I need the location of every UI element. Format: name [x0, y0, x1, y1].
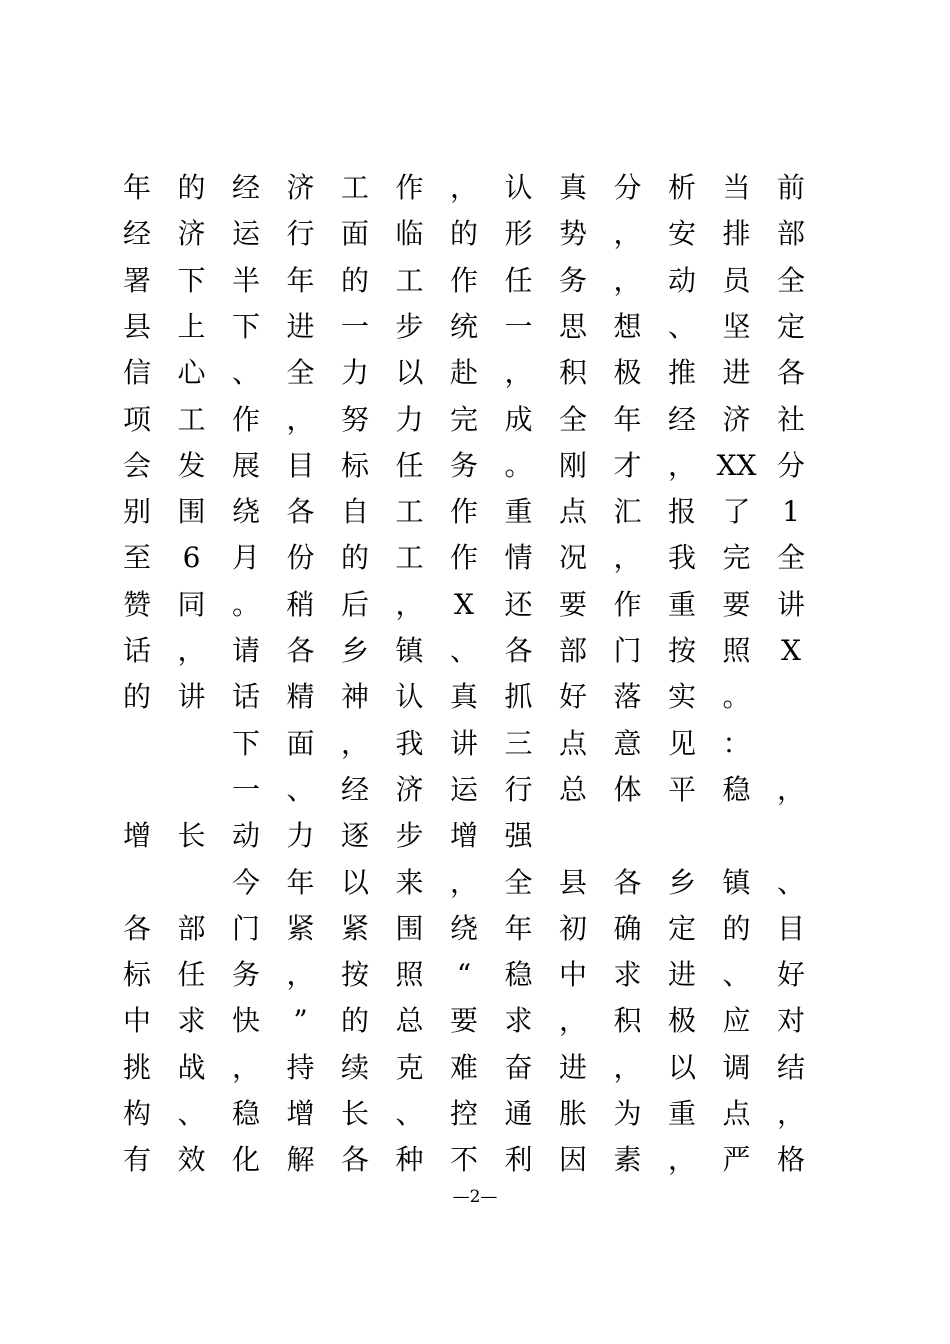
- text-char: 增: [122, 819, 151, 853]
- text-char: 强: [504, 819, 533, 853]
- text-char: 署: [122, 263, 151, 297]
- text-char: 一: [231, 772, 260, 806]
- text-char: 全: [776, 541, 805, 575]
- text-char: 按: [340, 958, 369, 992]
- text-char: 汇: [613, 495, 642, 529]
- text-char: 务: [558, 263, 587, 297]
- text-char: 讲: [449, 726, 478, 760]
- text-char: 意: [613, 726, 642, 760]
- text-char: 严: [722, 1143, 751, 1177]
- text-char: 我: [395, 726, 424, 760]
- text-char: XX: [716, 448, 757, 482]
- text-char: 、: [177, 1097, 206, 1130]
- text-char: 、: [286, 772, 315, 806]
- text-char: 县: [558, 865, 587, 899]
- text-line: [0, 587, 950, 633]
- text-char: 展: [231, 448, 260, 482]
- text-char: 确: [613, 911, 642, 945]
- text-char: 镇: [395, 634, 424, 667]
- text-char: 进: [286, 309, 315, 343]
- text-char: 难: [449, 1050, 478, 1084]
- text-char: ，: [613, 1050, 642, 1084]
- text-char: 奋: [504, 1050, 533, 1084]
- text-char: 下: [231, 309, 260, 343]
- text-line: [0, 818, 950, 864]
- text-char: 经: [667, 402, 696, 436]
- text-char: 各: [504, 634, 533, 667]
- text-char: 部: [776, 217, 805, 251]
- text-char: 围: [395, 911, 424, 945]
- text-char: 按: [667, 634, 696, 667]
- text-char: 经: [122, 217, 151, 251]
- text-char: ，: [504, 356, 533, 390]
- text-char: 以: [667, 1050, 696, 1084]
- text-char: 会: [122, 448, 151, 482]
- text-char: 见: [667, 726, 696, 760]
- text-char: 的: [122, 680, 151, 714]
- text-line: [0, 402, 950, 448]
- text-char: 讲: [776, 587, 805, 621]
- text-char: 至: [122, 541, 151, 575]
- text-char: 工: [340, 171, 369, 204]
- text-char: 胀: [558, 1097, 587, 1130]
- text-char: 年: [122, 171, 151, 204]
- text-line: [0, 633, 950, 679]
- text-char: 完: [722, 541, 751, 575]
- text-char: 目: [286, 448, 315, 482]
- text-char: 年: [286, 865, 315, 899]
- text-char: 平: [667, 772, 696, 806]
- text-char: 稳: [722, 772, 751, 806]
- text-char: 为: [613, 1097, 642, 1130]
- text-char: ，: [231, 1050, 260, 1084]
- text-char: 重: [667, 1097, 696, 1130]
- text-char: 济: [286, 171, 315, 204]
- text-char: 结: [776, 1050, 805, 1084]
- text-char: 临: [395, 217, 424, 251]
- text-char: 挑: [122, 1050, 151, 1084]
- text-char: 利: [504, 1143, 533, 1177]
- text-char: 初: [558, 911, 587, 945]
- text-char: 成: [504, 402, 533, 436]
- text-char: 的: [449, 217, 478, 251]
- text-char: 下: [231, 726, 260, 760]
- text-char: ，: [449, 865, 478, 899]
- text-line: [0, 170, 950, 216]
- text-char: 况: [558, 541, 587, 575]
- text-char: 工: [395, 263, 424, 297]
- text-line: [0, 865, 950, 911]
- text-char: 对: [776, 1004, 805, 1038]
- text-char: ，: [613, 541, 642, 575]
- text-char: 。: [722, 680, 751, 714]
- text-char: ”: [293, 1004, 308, 1038]
- text-char: 目: [776, 911, 805, 945]
- text-char: 稍: [286, 587, 315, 621]
- text-char: 项: [122, 402, 151, 436]
- text-char: 体: [613, 772, 642, 806]
- text-char: 门: [613, 634, 642, 667]
- text-line: [0, 772, 950, 818]
- text-char: ，: [286, 402, 315, 436]
- text-char: 实: [667, 680, 696, 714]
- text-char: 格: [776, 1143, 805, 1177]
- text-char: 析: [667, 171, 696, 204]
- text-char: 以: [340, 865, 369, 899]
- text-char: 乡: [340, 634, 369, 667]
- text-char: 步: [395, 819, 424, 853]
- text-char: 求: [504, 1004, 533, 1038]
- text-line: [0, 1050, 950, 1096]
- text-char: 赴: [449, 356, 478, 390]
- text-char: 逐: [340, 819, 369, 853]
- text-char: 认: [395, 680, 424, 714]
- text-char: 中: [122, 1004, 151, 1038]
- text-char: 话: [122, 634, 151, 667]
- text-char: 积: [558, 356, 587, 390]
- text-char: 同: [177, 587, 206, 621]
- text-char: 各: [776, 356, 805, 390]
- text-char: 的: [340, 263, 369, 297]
- text-char: ，: [776, 1097, 805, 1130]
- text-char: 的: [340, 541, 369, 575]
- text-char: 定: [667, 911, 696, 945]
- text-char: 当: [722, 171, 751, 204]
- text-char: 讲: [177, 680, 206, 714]
- text-char: 总: [558, 772, 587, 806]
- text-char: 一: [504, 309, 533, 343]
- text-char: 、: [722, 958, 751, 992]
- text-char: 落: [613, 680, 642, 714]
- text-line: [0, 494, 950, 540]
- text-char: 工: [395, 541, 424, 575]
- text-char: 各: [286, 495, 315, 529]
- text-char: 还: [504, 587, 533, 621]
- text-char: 增: [449, 819, 478, 853]
- text-char: “: [456, 958, 472, 992]
- text-char: 话: [231, 680, 260, 714]
- text-char: 认: [504, 171, 533, 204]
- text-char: 想: [613, 309, 642, 343]
- text-char: 快: [231, 1004, 260, 1038]
- text-char: 心: [177, 356, 206, 390]
- text-line: [0, 726, 950, 772]
- text-char: 别: [122, 495, 151, 529]
- text-char: 员: [722, 263, 751, 297]
- text-line: [0, 679, 950, 725]
- text-char: 照: [395, 958, 424, 992]
- text-char: 、: [776, 865, 805, 899]
- text-char: 的: [177, 171, 206, 204]
- text-char: 来: [395, 865, 424, 899]
- text-char: ，: [613, 217, 642, 251]
- text-char: 种: [395, 1143, 424, 1177]
- text-char: 持: [286, 1050, 315, 1084]
- text-char: 我: [667, 541, 696, 575]
- text-char: 年: [613, 402, 642, 436]
- text-char: 精: [286, 680, 315, 714]
- text-char: 要: [558, 587, 587, 621]
- text-char: 积: [613, 1004, 642, 1038]
- text-char: 要: [449, 1004, 478, 1038]
- text-char: 下: [177, 263, 206, 297]
- text-char: 控: [449, 1097, 478, 1130]
- text-char: ，: [667, 448, 696, 482]
- text-char: 进: [667, 958, 696, 992]
- text-char: 运: [231, 217, 260, 251]
- text-char: 1: [782, 495, 800, 529]
- text-char: 要: [722, 587, 751, 621]
- text-char: X: [781, 634, 801, 667]
- text-char: 一: [340, 309, 369, 343]
- text-char: 求: [613, 958, 642, 992]
- text-char: 分: [613, 171, 642, 204]
- text-char: 定: [776, 309, 805, 343]
- text-char: 重: [667, 587, 696, 621]
- text-char: 照: [722, 634, 751, 667]
- text-char: 信: [122, 356, 151, 390]
- text-char: 形: [504, 217, 533, 251]
- text-char: 前: [776, 171, 805, 204]
- text-char: 长: [340, 1097, 369, 1130]
- text-char: 分: [776, 448, 805, 482]
- text-char: ，: [177, 634, 206, 667]
- text-char: 社: [776, 402, 805, 436]
- text-char: 作: [449, 495, 478, 529]
- text-char: 年: [504, 911, 533, 945]
- text-char: 神: [340, 680, 369, 714]
- text-char: 坚: [722, 309, 751, 343]
- text-char: 了: [722, 495, 751, 529]
- text-char: 作: [449, 541, 478, 575]
- text-char: 月: [231, 541, 260, 575]
- text-char: 紧: [286, 911, 315, 945]
- text-char: 战: [177, 1050, 206, 1084]
- text-char: 构: [122, 1097, 151, 1130]
- text-char: 务: [449, 448, 478, 482]
- page-number: —2—: [452, 1187, 498, 1207]
- text-char: 、: [395, 1097, 424, 1130]
- text-char: 作: [231, 402, 260, 436]
- text-char: 化: [231, 1143, 260, 1177]
- text-char: 总: [395, 1004, 424, 1038]
- text-char: 任: [395, 448, 424, 482]
- text-line: [0, 263, 950, 309]
- text-line: [0, 448, 950, 494]
- text-char: 求: [177, 1004, 206, 1038]
- text-char: 统: [449, 309, 478, 343]
- text-char: 各: [340, 1143, 369, 1177]
- text-char: 步: [395, 309, 424, 343]
- text-char: ，: [613, 263, 642, 297]
- text-line: [0, 1096, 950, 1142]
- text-char: 经: [340, 772, 369, 806]
- text-char: 行: [504, 772, 533, 806]
- text-char: 三: [504, 726, 533, 760]
- text-char: 全: [776, 263, 805, 297]
- text-char: 效: [177, 1143, 206, 1177]
- text-char: 工: [177, 402, 206, 436]
- text-char: 通: [504, 1097, 533, 1130]
- text-char: ，: [776, 772, 805, 806]
- text-char: 完: [449, 402, 478, 436]
- text-char: 请: [231, 634, 260, 667]
- text-char: 运: [449, 772, 478, 806]
- text-char: ，: [340, 726, 369, 760]
- text-char: 各: [122, 911, 151, 945]
- text-char: 任: [504, 263, 533, 297]
- text-char: 不: [449, 1143, 478, 1177]
- text-char: 抓: [504, 680, 533, 714]
- text-char: 推: [667, 356, 696, 390]
- text-char: 的: [722, 911, 751, 945]
- text-char: 任: [177, 958, 206, 992]
- text-char: 经: [231, 171, 260, 204]
- text-char: 半: [231, 263, 260, 297]
- text-char: 镇: [722, 865, 751, 899]
- text-char: 济: [177, 217, 206, 251]
- text-char: 部: [177, 911, 206, 945]
- text-char: 全: [504, 865, 533, 899]
- text-char: 年: [286, 263, 315, 297]
- text-char: 各: [286, 634, 315, 667]
- text-char: 、: [667, 309, 696, 343]
- text-char: 济: [722, 402, 751, 436]
- text-char: 县: [122, 309, 151, 343]
- text-char: 情: [504, 541, 533, 575]
- text-char: 思: [558, 309, 587, 343]
- text-char: X: [454, 587, 474, 621]
- text-line: [0, 309, 950, 355]
- text-char: 部: [558, 634, 587, 667]
- text-char: 调: [722, 1050, 751, 1084]
- text-char: ，: [286, 958, 315, 992]
- text-char: 份: [286, 541, 315, 575]
- text-char: 因: [558, 1143, 587, 1177]
- text-char: 报: [667, 495, 696, 529]
- text-char: 极: [613, 356, 642, 390]
- text-char: 上: [177, 309, 206, 343]
- text-char: 力: [340, 356, 369, 390]
- text-char: 真: [558, 171, 587, 204]
- text-char: 、: [231, 356, 260, 390]
- text-char: 解: [286, 1143, 315, 1177]
- text-char: 进: [722, 356, 751, 390]
- text-char: 刚: [558, 448, 587, 482]
- text-char: 增: [286, 1097, 315, 1130]
- text-char: 续: [340, 1050, 369, 1084]
- text-char: 极: [667, 1004, 696, 1038]
- text-char: 安: [667, 217, 696, 251]
- text-char: 点: [722, 1097, 751, 1130]
- text-char: 济: [395, 772, 424, 806]
- text-char: 工: [395, 495, 424, 529]
- text-char: 标: [122, 958, 151, 992]
- text-char: 长: [177, 819, 206, 853]
- text-char: 赞: [122, 587, 151, 621]
- text-char: 重: [504, 495, 533, 529]
- text-char: 素: [613, 1143, 642, 1177]
- text-line: [0, 1003, 950, 1049]
- text-line: [0, 911, 950, 957]
- text-char: 好: [558, 680, 587, 714]
- text-char: 。: [231, 587, 260, 621]
- text-char: 面: [340, 217, 369, 251]
- text-char: 乡: [667, 865, 696, 899]
- text-char: 绕: [231, 495, 260, 529]
- text-char: ，: [449, 171, 478, 204]
- text-char: 才: [613, 448, 642, 482]
- text-char: 的: [340, 1004, 369, 1038]
- text-char: 务: [231, 958, 260, 992]
- text-char: 努: [340, 402, 369, 436]
- text-char: 应: [722, 1004, 751, 1038]
- text-char: 后: [340, 587, 369, 621]
- text-char: 紧: [340, 911, 369, 945]
- text-char: 克: [395, 1050, 424, 1084]
- text-char: 稳: [504, 958, 533, 992]
- text-char: 有: [122, 1143, 151, 1177]
- text-char: 各: [613, 865, 642, 899]
- text-line: [0, 216, 950, 262]
- text-char: 排: [722, 217, 751, 251]
- text-char: 点: [558, 726, 587, 760]
- text-char: 作: [395, 171, 424, 204]
- text-line: [0, 1142, 950, 1188]
- text-char: 进: [558, 1050, 587, 1084]
- text-char: 动: [231, 819, 260, 853]
- text-char: 稳: [231, 1097, 260, 1130]
- text-char: 作: [449, 263, 478, 297]
- text-char: ：: [722, 726, 751, 760]
- text-char: 好: [776, 958, 805, 992]
- text-char: 势: [558, 217, 587, 251]
- text-char: 作: [613, 587, 642, 621]
- text-line: [0, 355, 950, 401]
- text-char: ，: [395, 587, 424, 621]
- text-char: 门: [231, 911, 260, 945]
- text-char: 。: [504, 448, 533, 482]
- text-char: 标: [340, 448, 369, 482]
- text-char: 动: [667, 263, 696, 297]
- text-char: 力: [286, 819, 315, 853]
- text-char: 6: [182, 541, 201, 575]
- text-line: [0, 957, 950, 1003]
- text-char: 自: [340, 495, 369, 529]
- text-char: 全: [286, 356, 315, 390]
- text-char: 、: [449, 634, 478, 667]
- text-char: 点: [558, 495, 587, 529]
- text-char: ，: [667, 1143, 696, 1177]
- text-char: 发: [177, 448, 206, 482]
- text-char: 中: [558, 958, 587, 992]
- text-char: 今: [231, 865, 260, 899]
- text-char: 以: [395, 356, 424, 390]
- text-char: 真: [449, 680, 478, 714]
- text-char: ，: [558, 1004, 587, 1038]
- text-line: [0, 540, 950, 586]
- text-char: 力: [395, 402, 424, 436]
- text-char: 全: [558, 402, 587, 436]
- text-char: 行: [286, 217, 315, 251]
- text-char: 绕: [449, 911, 478, 945]
- text-char: 围: [177, 495, 206, 529]
- text-char: 面: [286, 726, 315, 760]
